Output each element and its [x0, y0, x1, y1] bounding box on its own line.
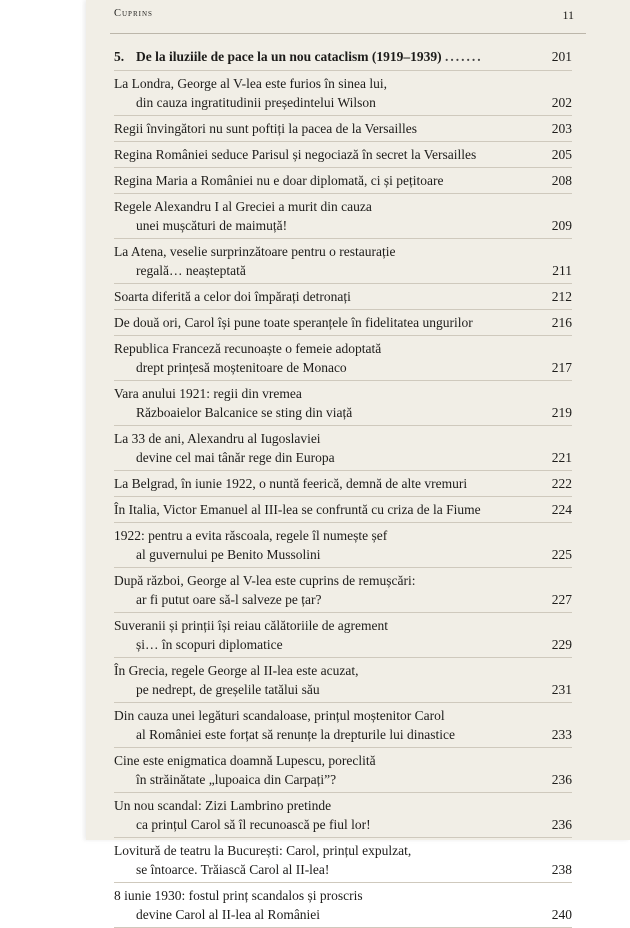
toc-entry: [114, 793, 572, 838]
toc-entry: [114, 142, 572, 168]
entry-page: 227: [551, 592, 572, 607]
entry-title: În Grecia, regele George al II-lea este acuzat,: [114, 663, 359, 678]
entry-page: 231: [551, 682, 572, 697]
entry-title-continued: în străinătate „lupoaica din Carpați”?: [136, 772, 337, 787]
toc-entry: [114, 194, 572, 239]
entry-title: Lovitură de teatru la București: Carol, prințul expulzat,: [114, 843, 412, 858]
entry-title: După război, George al V-lea este cuprins de remușcări:: [114, 573, 416, 588]
entry-list: [114, 71, 572, 928]
toc-entry: [114, 748, 572, 793]
entry-title-continued: unei mușcături de maimuță!: [136, 218, 288, 233]
entry-page: 221: [551, 450, 572, 465]
entry-title-continued: devine cel mai tânăr rege din Europa: [136, 450, 335, 465]
entry-page: 219: [551, 405, 572, 420]
entry-page: 212: [551, 289, 572, 304]
toc-entry: [114, 883, 572, 928]
entry-page: 205: [551, 147, 572, 162]
entry-title: 8 iunie 1930: fostul prinț scandalos și proscris: [114, 888, 363, 903]
entry-title: De două ori, Carol își pune toate speranțele în fidelitatea ungurilor: [114, 315, 473, 330]
entry-title-continued: Războaielor Balcanice se sting din viață: [136, 405, 353, 420]
toc-entry: [114, 116, 572, 142]
entry-title: Cine este enigmatica doamnă Lupescu, poreclită: [114, 753, 376, 768]
entry-title-continued: al României este forțat să renunțe la drepturile lui dinastice: [136, 727, 456, 742]
entry-page: 208: [551, 173, 572, 188]
toc-entry: [114, 239, 572, 284]
entry-title: La Atena, veselie surprinzătoare pentru o restaurație: [114, 244, 396, 259]
toc-entry: [114, 658, 572, 703]
table-of-contents: [114, 44, 572, 928]
toc-entry: [114, 838, 572, 883]
entry-title: Regele Alexandru I al Greciei a murit din cauza: [114, 199, 372, 214]
entry-page: 216: [551, 315, 572, 330]
entry-title: La 33 de ani, Alexandru al Iugoslaviei: [114, 431, 321, 446]
entry-page: 224: [551, 502, 572, 517]
chapter-page: 201: [551, 49, 572, 64]
toc-entry: [114, 284, 572, 310]
toc-entry: [114, 168, 572, 194]
entry-title-continued: din cauza ingratitudinii președintelui Wilson: [136, 95, 376, 110]
section-title: Cuprins: [114, 8, 153, 19]
entry-title: Vara anului 1921: regii din vremea: [114, 386, 302, 401]
chapter-title: De la iluziile de pace la un nou cataclism (1919–1939) .......: [136, 49, 483, 64]
entry-title: La Londra, George al V-lea este furios în sinea lui,: [114, 76, 388, 91]
book-page: [86, 0, 630, 922]
entry-title-continued: ca prințul Carol să îl recunoască pe fiul lor!: [136, 817, 371, 832]
entry-page: 209: [551, 218, 572, 233]
page-number: 11: [562, 8, 574, 22]
toc-entry: [114, 703, 572, 748]
entry-title-continued: pe nedrept, de greșelile tatălui său: [136, 682, 320, 697]
toc-entry: [114, 471, 572, 497]
toc-entry: [114, 336, 572, 381]
entry-title-continued: devine Carol al II-lea al României: [136, 907, 321, 922]
entry-page: 240: [551, 907, 572, 922]
entry-page: 202: [551, 95, 572, 110]
toc-entry: [114, 568, 572, 613]
entry-page: 229: [551, 637, 572, 652]
entry-title-continued: și… în scopuri diplomatice: [136, 637, 283, 652]
entry-page: 225: [551, 547, 572, 562]
entry-title: Regii învingători nu sunt poftiți la pacea de la Versailles: [114, 121, 418, 136]
toc-entry: [114, 310, 572, 336]
entry-title-continued: regală… neașteptată: [136, 263, 246, 278]
entry-title-continued: se întoarce. Trăiască Carol al II-lea!: [136, 862, 330, 877]
chapter-number: 5.: [114, 49, 125, 64]
toc-entry: [114, 523, 572, 568]
chapter-heading: [114, 44, 572, 71]
entry-title: Soarta diferită a celor doi împărați detronați: [114, 289, 351, 304]
entry-title: Republica Franceză recunoaște o femeie adoptată: [114, 341, 382, 356]
toc-entry: [114, 426, 572, 471]
entry-page: 211: [552, 263, 572, 278]
toc-entry: [114, 71, 572, 116]
entry-title-continued: al guvernului pe Benito Mussolini: [136, 547, 321, 562]
entry-title: Din cauza unei legături scandaloase, prințul moștenitor Carol: [114, 708, 445, 723]
entry-title: Suveranii și prinții își reiau călătoriile de agrement: [114, 618, 389, 633]
entry-page: 203: [551, 121, 572, 136]
entry-page: 217: [551, 360, 572, 375]
toc-entry: [114, 381, 572, 426]
entry-page: 238: [551, 862, 572, 877]
entry-page: 222: [551, 476, 572, 491]
entry-page: 233: [551, 727, 572, 742]
entry-title: La Belgrad, în iunie 1922, o nuntă feerică, demnă de alte vremuri: [114, 476, 468, 491]
divider: [110, 33, 586, 34]
entry-title: 1922: pentru a evita răscoala, regele îl numește șef: [114, 528, 388, 543]
toc-entry: [114, 497, 572, 523]
toc-entry: [114, 613, 572, 658]
entry-title: În Italia, Victor Emanuel al III-lea se confruntă cu criza de la Fiume: [114, 502, 481, 517]
entry-title: Un nou scandal: Zizi Lambrino pretinde: [114, 798, 332, 813]
entry-page: 236: [551, 772, 572, 787]
entry-title-continued: drept prințesă moștenitoare de Monaco: [136, 360, 347, 375]
entry-title: Regina României seduce Parisul și negociază în secret la Versailles: [114, 147, 477, 162]
entry-title-continued: ar fi putut oare să-l salveze pe țar?: [136, 592, 322, 607]
entry-page: 236: [551, 817, 572, 832]
entry-title: Regina Maria a României nu e doar diplomată, ci și pețitoare: [114, 173, 444, 188]
